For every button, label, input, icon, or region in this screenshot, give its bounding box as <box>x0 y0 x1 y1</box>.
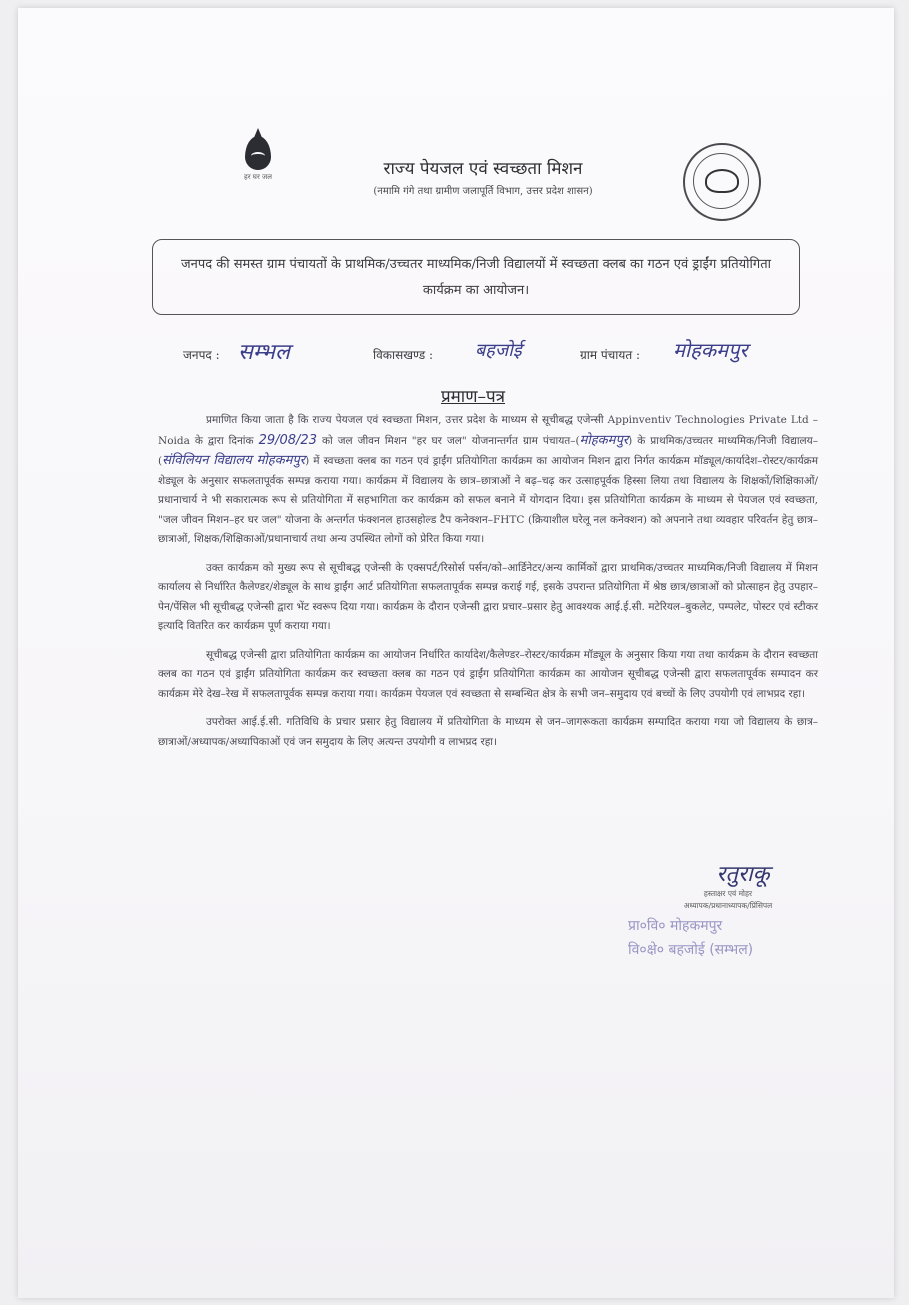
signature-label-1: हस्ताक्षर एवं मोहर <box>703 889 753 898</box>
p1-text-d: ) में स्वच्छता क्लब का गठन एवं ड्राईंग प्रतियोगिता कार्यक्रम का आयोजन मिशन द्वारा निर्गत कार्यक्रम मॉड्यूल/कार्यादेश–रोस्टर/कार्यक्रम शेड्यूल के अनुसार सफलतापूर्वक सम्पन्न कराया गया। कार्यक्रम में विद्यालय के छात्र–छात्राओं ने बढ़–चढ़ कर उत्साहपूर्वक हिस्सा लिया तथा विद्यालय के शिक्षकों/शिक्षिकाओं/प्रधानाचार्य ने भी सकारात्मक रूप से प्रतियोगिता में सहभागिता कर कार्यक्रम को सफल बनाने में योगदान दिया। इस प्रतियोगिता कार्यक्रम के माध्यम से पेयजल एवं स्वच्छता, "जल जीवन मिशन–हर घर जल" योजना के अन्तर्गत फंक्शनल हाउसहोल्ड टैप कनेक्शन–FHTC (क्रियाशील घरेलू नल कनेक्शन) को अपनाने तथा व्यवहार परिवर्तन हेतु छात्र–छात्राओं, शिक्षक/शिक्षिकाओं/प्रधानाचार्य तथा अन्य उपस्थित लोगों को प्रेरित किया गया। <box>158 455 818 545</box>
school-value: संविलियन विद्यालय मोहकमपुर <box>162 453 306 468</box>
document-title: प्रमाण–पत्र <box>440 387 506 407</box>
certificate-sheet <box>18 8 894 1298</box>
p1-text-c: ) के प्राथमिक/उच्चतर माध्यमिक/निजी विद्यालय–( <box>158 434 818 467</box>
header <box>308 156 658 197</box>
event-date: 29/08/23 <box>258 432 317 448</box>
p1-text-b: को जल जीवन मिशन "हर घर जल" योजनान्तर्गत ग्राम पंचायत–( <box>321 434 580 447</box>
block-label: विकासखण्ड : <box>373 348 434 362</box>
stamp-line-1: प्रा०वि० मोहकमपुर <box>628 918 723 934</box>
fish-emblem-icon <box>705 169 739 193</box>
gram-panchayat-value: मोहकमपुर <box>579 432 629 448</box>
paragraph-3: सूचीबद्ध एजेन्सी द्वारा प्रतियोगिता कार्यक्रम का आयोजन निर्धारित कार्यादेश/कैलेण्डर–रोस्टर/कार्यक्रम मॉड्यूल के अनुसार किया गया तथा कार्यक्रम के दौरान स्वच्छता क्लब का गठन एवं ड्राईंग प्रतियोगिता कार्यक्रम कर स्वच्छता क्लब का गठन एवं ड्राईंग प्रतियोगिता कार्यक्रम का आयोजन सूचीबद्ध एजेन्सी द्वारा सफलतापूर्वक सम्पादन कर कार्यक्रम मेरे देख–रेख में सफलतापूर्वक सम्पन्न कराया गया। कार्यक्रम पेयजल एवं स्वच्छता से सम्बन्धित क्षेत्र के सभी जन–समुदाय एवं बच्चों के लिए उपयोगी एवं लाभप्रद रहा। <box>158 648 818 700</box>
school-stamp <box>628 914 828 962</box>
block-value: बहजोई <box>475 340 522 361</box>
water-drop-icon <box>245 136 271 170</box>
stamp-line-2: वि०क्षे० बहजोई (सम्भल) <box>628 942 754 958</box>
paragraph-2: उक्त कार्यक्रम को मुख्य रूप से सूचीबद्ध एजेन्सी के एक्सपर्ट/रिसोर्स पर्सन/को–आर्डिनेटर/अन्य कार्मिकों द्वारा प्राथमिक/उच्चतर माध्यमिक/निजी विद्यालय में मिशन कार्यालय से निर्धारित कैलेण्डर/शेड्यूल के साथ ड्राईंग आर्ट प्रतियोगिता सफलतापूर्वक सम्पन्न कराई गई, इसके उपरान्त प्रतियोगिता में श्रेष्ठ छात्र/छात्राओं को प्रोत्साहन हेतु उपहार–पेन/पेंसिल भी सूचीबद्ध एजेन्सी द्वारा भेंट स्वरूप दिया गया। कार्यक्रम के दौरान एजेन्सी द्वारा प्रचार–प्रसार हेतु आवश्यक आई.ई.सी. मटेरियल–बुकलेट, पम्पलेट, पोस्टर एवं स्टीकर इत्यादि वितरित कर कार्यक्रम पूर्ण कराया गया। <box>158 561 818 632</box>
up-govt-emblem <box>683 143 761 221</box>
paragraph-1 <box>158 411 818 550</box>
district-label: जनपद : <box>183 348 220 362</box>
mission-subtitle: (नमामि गंगे तथा ग्रामीण जलापूर्ति विभाग, उत्तर प्रदेश शासन) <box>373 186 593 197</box>
district-value: सम्भल <box>238 340 290 365</box>
panchayat-value: मोहकमपुर <box>673 338 748 362</box>
mission-title: राज्य पेयजल एवं स्वच्छता मिशन <box>383 159 583 179</box>
certificate-body <box>158 411 818 761</box>
p1-text-a: प्रमाणित किया जाता है कि राज्य पेयजल एवं स्वच्छता मिशन, उत्तर प्रदेश के माध्यम से सूचीबद्ध एजेन्सी Appinventiv Technologies Private Ltd – Noida के द्वारा दिनांक <box>158 414 818 447</box>
panchayat-label: ग्राम पंचायत : <box>580 348 641 362</box>
location-row <box>183 340 823 370</box>
har-ghar-jal-logo <box>223 136 293 181</box>
signature-label-2: अध्यापक/प्रधानाध्यापक/प्रिंसिपल <box>683 901 773 910</box>
subject-box: जनपद की समस्त ग्राम पंचायतों के प्राथमिक/उच्चतर माध्यमिक/निजी विद्यालयों में स्वच्छता क्लब का गठन एवं ड्राईंग प्रतियोगिता कार्यक्रम का आयोजन। <box>152 239 800 315</box>
left-logo-caption: हर घर जल <box>244 173 272 181</box>
signature: रतुराकू <box>716 862 770 887</box>
paragraph-4: उपरोक्त आई.ई.सी. गतिविधि के प्रचार प्रसार हेतु विद्यालय में प्रतियोगिता के माध्यम से जन–जागरूकता कार्यक्रम सम्पादित कराया गया जो विद्यालय के छात्र–छात्राओं/अध्यापक/अध्यापिकाओं एवं जन समुदाय के लिए अत्यन्त उपयोगी व लाभप्रद रहा। <box>158 716 818 748</box>
signature-block <box>628 858 828 962</box>
